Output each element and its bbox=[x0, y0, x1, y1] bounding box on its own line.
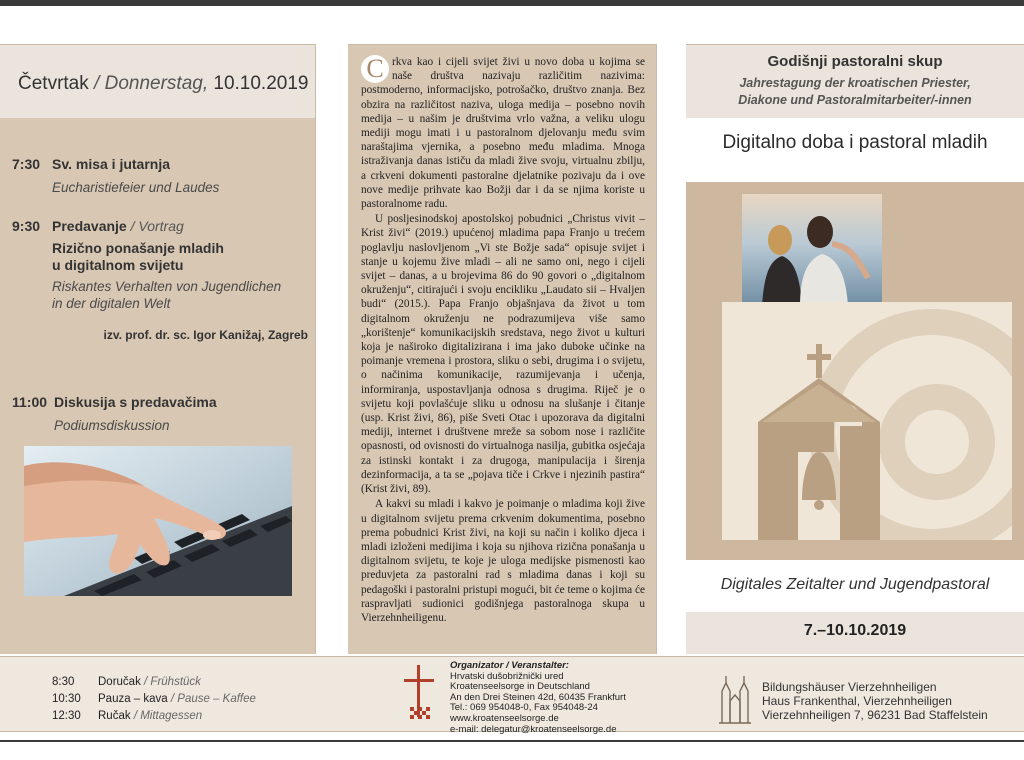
event-title-hr: Digitalno doba i pastoral mladih bbox=[722, 132, 988, 153]
meal-item: 8:30 Doručak / Frühstück bbox=[52, 676, 201, 688]
schedule-time: 9:30 bbox=[12, 218, 41, 234]
organizer-line: www.kroatenseelsorge.de bbox=[450, 712, 559, 724]
lecture-label-de: Vortrag bbox=[138, 218, 184, 234]
talk-title-de bbox=[52, 278, 310, 312]
meal-de: Pause – Kaffee bbox=[177, 693, 256, 705]
speaker-name: izv. prof. dr. sc. Igor Kanižaj, Zagreb bbox=[103, 328, 308, 342]
venue-line: Bildungshäuser Vierzehnheiligen bbox=[762, 680, 937, 694]
event-dates: 7.–10.10.2019 bbox=[803, 622, 907, 639]
lecture-label: Predavanje bbox=[52, 218, 127, 234]
schedule-time: 11:00 bbox=[12, 394, 48, 410]
organizer-line: Kroatenseelsorge in Deutschland bbox=[450, 681, 590, 693]
schedule-title: Sv. misa i jutarnja bbox=[52, 156, 171, 172]
venue-line: Vierzehnheiligen 7, 96231 Bad Staffelstein bbox=[762, 708, 988, 722]
schedule-time: 7:30 bbox=[12, 156, 41, 172]
title-column bbox=[686, 44, 1024, 654]
article-paragraph bbox=[361, 55, 645, 211]
day-de: Donnerstag, bbox=[104, 73, 209, 94]
girls-photo bbox=[742, 194, 882, 306]
talk-title-line: u digitalnom svijetu bbox=[52, 257, 184, 273]
column-divider bbox=[315, 44, 316, 654]
meal-time: 12:30 bbox=[52, 710, 81, 722]
conference-subtitle bbox=[686, 75, 1024, 109]
drop-cap: C bbox=[361, 55, 389, 83]
meal-time: 10:30 bbox=[52, 693, 81, 705]
organizer-line: e-mail: delegatur@kroatenseelsorge.de bbox=[450, 723, 617, 735]
program-column bbox=[0, 44, 315, 654]
talk-title-line: Rizično ponašanje mladih bbox=[52, 240, 224, 256]
bottom-border bbox=[0, 740, 1024, 760]
cross-logo-icon bbox=[398, 663, 440, 727]
meal-item: 10:30 Pauza – kava / Pause – Kaffee bbox=[52, 693, 256, 705]
venue-line: Haus Frankenthal, Vierzehnheiligen bbox=[762, 694, 952, 708]
event-title-de: Digitales Zeitalter und Jugendpastoral bbox=[720, 576, 990, 593]
schedule-title bbox=[52, 218, 310, 234]
meal-hr: Pauza – kava bbox=[98, 693, 168, 705]
conference-header bbox=[686, 44, 1024, 118]
subtitle-line: Jahrestagung der kroatischen Priester, bbox=[739, 76, 971, 90]
meal-de: Frühstück bbox=[150, 676, 201, 688]
talk-title bbox=[52, 240, 310, 274]
date-separator: / bbox=[88, 73, 105, 94]
cover-card bbox=[722, 302, 1012, 540]
organizer-label: Organizator / Veranstalter: bbox=[450, 660, 569, 671]
organizer-line: An den Drei Steinen 42d, 60435 Frankfurt bbox=[450, 691, 626, 703]
conference-title: Godišnji pastoralni skup bbox=[767, 53, 943, 70]
keyboard-hands-photo bbox=[24, 446, 292, 596]
schedule-title: Diskusija s predavačima bbox=[54, 394, 217, 410]
basilica-icon bbox=[718, 673, 752, 725]
paragraph-text: rkva kao i cijeli svijet živi u novo doba u kojima se naše društva nazivaju različitim nazivima: postmoderno, informacijsko, potrošačko, društvo znanja. Bez obzira na različitost naziva, uloga medija – posebno novih medija – u našim je društvima vrlo važna, a veliku ulogu mediji mogu imati i u pastoralnom djelovanju među svim naraštajima vjernika, a posebno među mladima. Mnoga istraživanja danas ističu da mladi žive svoju, virtualnu zbilju, a crkveni dokumenti pastoralne djelatnike pozivaju da i ove nove medije prihvate kao Božji dar i da se njima koriste u pastoralnome radu. bbox=[361, 56, 645, 211]
meal-hr: Ručak bbox=[98, 710, 131, 722]
talk-title-de-line: in der digitalen Welt bbox=[52, 296, 171, 311]
meal-time: 8:30 bbox=[52, 676, 75, 688]
venue-block bbox=[762, 680, 988, 722]
top-border bbox=[0, 0, 1024, 6]
organizer-line: Hrvatski dušobrižnički ured bbox=[450, 670, 564, 682]
organizer-block bbox=[450, 661, 626, 735]
day-hr: Četvrtak bbox=[18, 73, 89, 94]
article-paragraph: A kakvi su mladi i kakvo je poimanje o mladima koji žive u digitalnom svijetu prema crkvenim dokumentima, posebno prema pobudnici Krist živi, na koji su način i koliko djeca i mladi izloženi medijima i koja su njihova rizična ponašanja u digitalnom svijetu, te koje je uloga medijske pismenosti kao preduvjeta za pastoralni rad s mladima danas i koji su pedagoški i pastoralni pristupi mogući, bit će teme o kojima će raspravljati sudionici godišnjega pastoralnoga skupa u Vierzehnheiligenu. bbox=[361, 498, 645, 624]
schedule-subtitle: Eucharistiefeier und Laudes bbox=[52, 180, 220, 195]
organizer-line: Tel.: 069 954048-0, Fax 954048-24 bbox=[450, 702, 598, 714]
date-value: 10.10.2019 bbox=[213, 73, 309, 94]
article-paragraph: U posljesinodskoj apostolskoj pobudnici „Christus vivit – Krist živi“ (2019.) upućenoj mladima papa Franjo u trećem poglavlju naslovljenom „Vi ste Božje sada“ opisuje svijet i stanje u kojemu žive mladi – ali ne samo oni, nego i cijeli svijet – danas, a u brojevima 86 do 90 govori o „digitalnom okruženju“, citirajući i svoju encikliku „Laudato sii – Hvaljen budi“ (2015.). Papa Franjo objašnjava da život u tom digitalnom okruženju ne podrazumijeva više samo „korištenje“ komunikacijskih sredstava, nego život u kulturi koja je naširoko digitalizirana i ima jako duboke učinke na poimanje vremena i prostora, sliku o sebi, drugima i o svijetu, o načinima komunikacije, razumijevanja i učenja, informiranja, uspostavljanja odnosa s drugima. Riječ je o svijetu koji povlašćuje sliku u odnosu na slušanje i čitanje (usp. Krist živi, 86), piše Sveti Otac i upozorava da digitalni mediji, internet i društvene mreže sa sobom nose i različite opasnosti, od ovisnosti do virtualnoga nasilja, gubitka osjećaja za istinski kontakt i za drugoga, manipulacija i širenja dezinformacija, a ta se „pojava tiče i Crkve i njezinih pastira“ (Krist živi, 89). bbox=[361, 213, 645, 496]
schedule-subtitle: Podiumsdiskussion bbox=[54, 418, 170, 433]
day-date bbox=[18, 73, 308, 95]
meal-de: Mittagessen bbox=[140, 710, 203, 722]
column-divider bbox=[656, 44, 657, 654]
talk-title-de-line: Riskantes Verhalten von Jugendlichen bbox=[52, 279, 282, 294]
cover-art-panel bbox=[686, 182, 1024, 560]
meal-hr: Doručak bbox=[98, 676, 141, 688]
footer-band bbox=[0, 656, 1024, 735]
subtitle-line: Diakone und Pastoralmitarbeiter/-innen bbox=[738, 93, 972, 107]
date-band bbox=[0, 44, 315, 118]
meal-item: 12:30 Ručak / Mittagessen bbox=[52, 710, 203, 722]
article-column bbox=[348, 44, 656, 654]
title-separator: / bbox=[126, 218, 139, 234]
article-text bbox=[361, 55, 645, 626]
